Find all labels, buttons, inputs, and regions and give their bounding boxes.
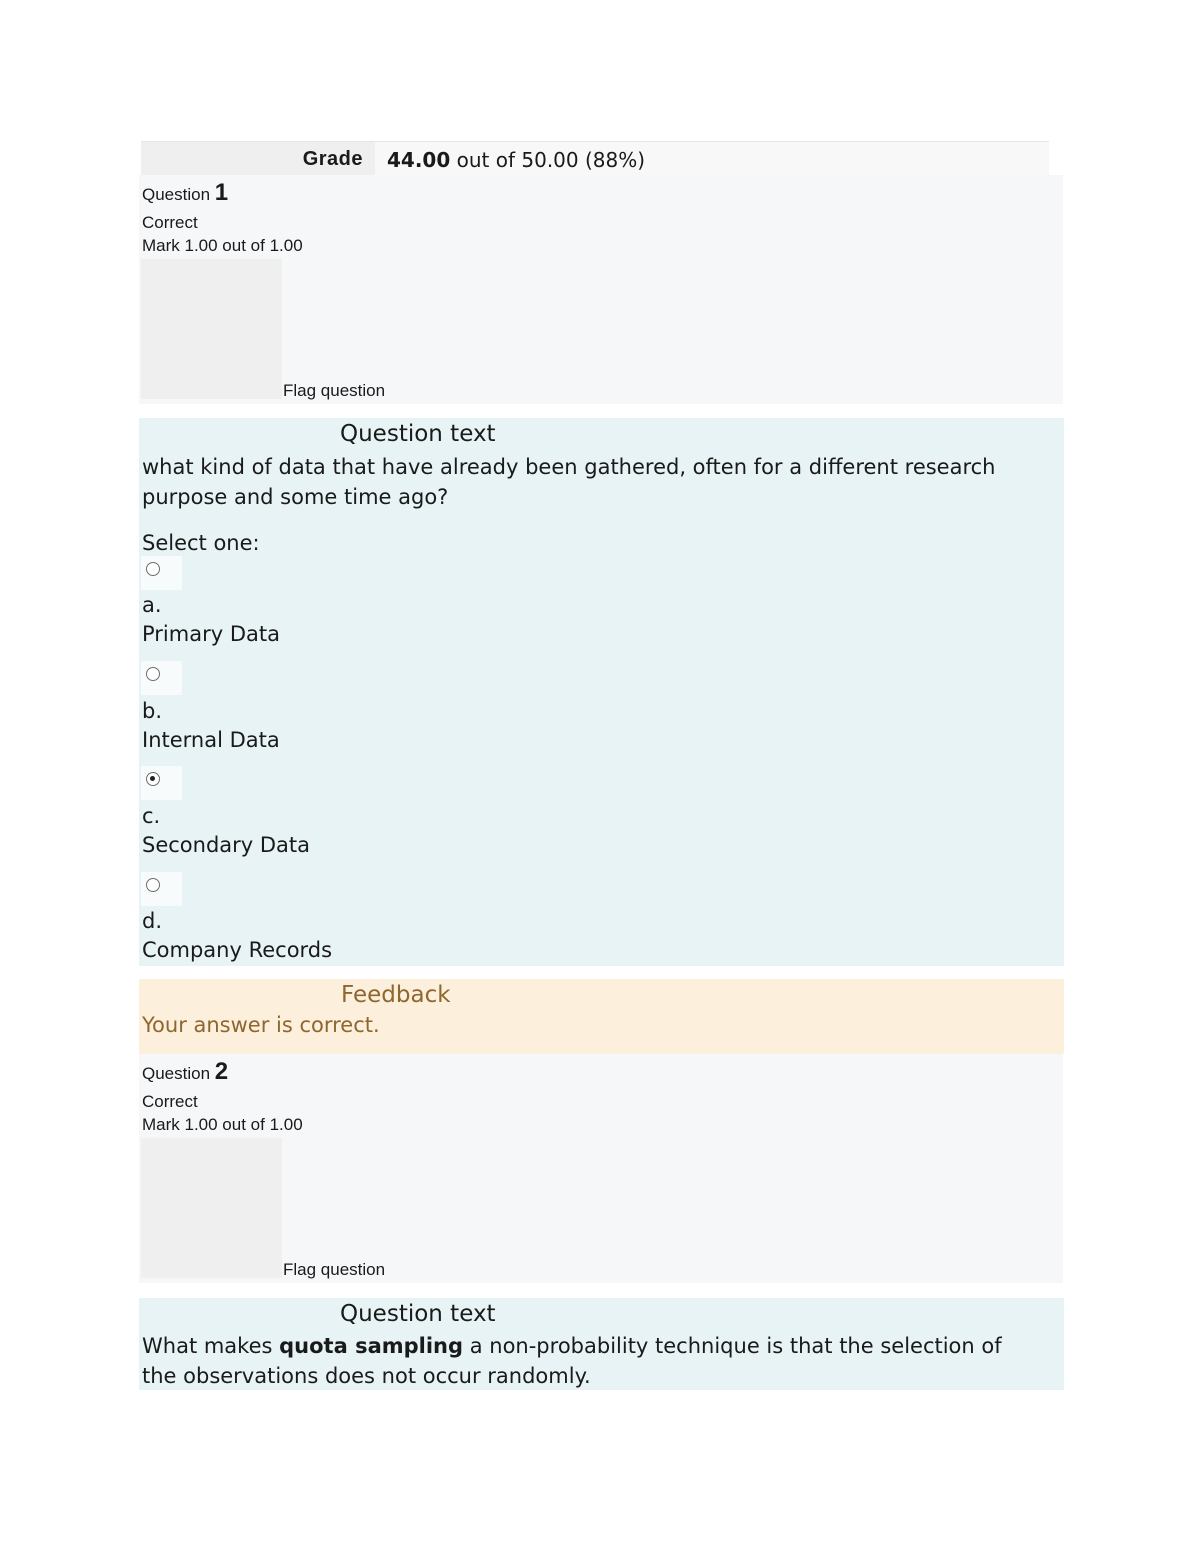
question-text: what kind of data that have already been gathered, often for a different research purpose and some time ago? bbox=[142, 455, 996, 509]
question-2-content bbox=[139, 1298, 1064, 1390]
question-text-heading: Question text bbox=[340, 1301, 496, 1327]
grade-value bbox=[387, 148, 645, 172]
radio-icon bbox=[146, 667, 160, 681]
feedback-heading: Feedback bbox=[341, 982, 451, 1008]
question-text-heading: Question text bbox=[340, 421, 496, 447]
option-a-radio[interactable] bbox=[141, 556, 182, 590]
option-d-radio[interactable] bbox=[141, 872, 182, 906]
option-c-label[interactable]: Secondary Data bbox=[142, 833, 311, 857]
option-a-letter: a. bbox=[142, 593, 162, 617]
question-number-label bbox=[142, 1058, 228, 1086]
flag-question-link[interactable]: Flag question bbox=[283, 1260, 386, 1279]
option-b-label[interactable]: Internal Data bbox=[142, 728, 280, 752]
question-mark: Mark 1.00 out of 1.00 bbox=[142, 236, 303, 255]
option-c-radio[interactable] bbox=[141, 766, 182, 800]
option-c-letter: c. bbox=[142, 804, 161, 828]
question-mark: Mark 1.00 out of 1.00 bbox=[142, 1115, 303, 1134]
grade-total: out of 50.00 (88%) bbox=[456, 148, 646, 172]
question-text-end: a non-probability technique is that the selection of the observations does not occur randomly. bbox=[142, 1334, 1002, 1388]
grade-value-cell bbox=[375, 142, 1049, 176]
option-d-letter: d. bbox=[142, 909, 163, 933]
feedback-text: Your answer is correct. bbox=[142, 1013, 380, 1037]
question-state: Correct bbox=[142, 1092, 198, 1111]
radio-icon bbox=[146, 562, 160, 576]
grade-summary-row bbox=[141, 141, 1049, 176]
option-a-label[interactable]: Primary Data bbox=[142, 622, 280, 646]
select-one-prompt: Select one: bbox=[142, 531, 260, 555]
question-1-content bbox=[139, 418, 1064, 966]
question-text-emphasis: quota sampling bbox=[279, 1334, 464, 1358]
question-prefix: Question bbox=[142, 185, 211, 204]
grade-score: 44.00 bbox=[387, 148, 451, 172]
grade-label-cell bbox=[141, 142, 375, 176]
question-text bbox=[142, 1331, 1042, 1391]
question-prefix: Question bbox=[142, 1064, 211, 1083]
option-d-label[interactable]: Company Records bbox=[142, 938, 333, 962]
flag-icon[interactable] bbox=[141, 1138, 282, 1278]
flag-icon[interactable] bbox=[141, 259, 282, 399]
question-number: 1 bbox=[214, 179, 229, 206]
flag-question-link[interactable]: Flag question bbox=[283, 381, 386, 400]
grade-label: Grade bbox=[302, 148, 363, 170]
question-1-feedback bbox=[139, 979, 1064, 1054]
question-number: 2 bbox=[214, 1058, 229, 1085]
option-b-radio[interactable] bbox=[141, 661, 182, 695]
radio-icon bbox=[146, 878, 160, 892]
radio-selected-icon bbox=[146, 772, 160, 786]
question-2-info bbox=[139, 1054, 1063, 1283]
question-number-label bbox=[142, 179, 228, 207]
option-b-letter: b. bbox=[142, 699, 163, 723]
question-1-info bbox=[139, 175, 1063, 404]
question-state: Correct bbox=[142, 213, 198, 232]
question-text-start: What makes bbox=[142, 1334, 280, 1358]
